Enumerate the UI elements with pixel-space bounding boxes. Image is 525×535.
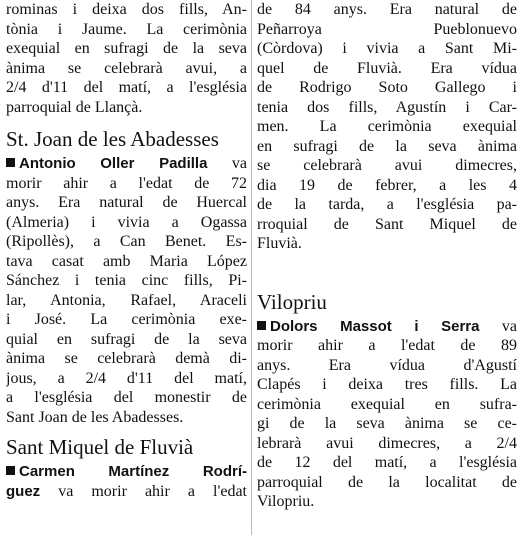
text-line: dia 19 de febrer, a les 4: [257, 176, 517, 194]
text-line: a l'església del monestir de: [6, 389, 247, 406]
text-line: anys. Era natural de Huercal: [6, 194, 247, 211]
text-line: Peñarroya Pueblonuevo: [257, 20, 517, 38]
text-line: Sant Joan de les Abadesses.: [6, 408, 184, 426]
bullet-square-icon: [6, 158, 15, 167]
text-line: tònia i Jaume. La cerimònia: [6, 20, 247, 38]
text-line: parroquial de Llançà.: [6, 98, 143, 116]
deceased-name: Dolors Massot i Serra: [270, 317, 480, 335]
column-divider: [251, 0, 252, 535]
text-line: (Ripollès), a Can Benet. Es-: [6, 233, 247, 250]
text-line: lar, Antonia, Rafael, Araceli: [6, 291, 247, 309]
bullet-square-icon: [6, 466, 15, 475]
text-line: jous, a 2/4 d'11 del matí,: [6, 369, 247, 387]
text-line: de Rodrigo Soto Gallego i: [257, 79, 517, 96]
obituary-first-line: [6, 154, 247, 174]
bullet-square-icon: [257, 321, 266, 330]
section-heading-vilopriu: Vilopriu: [257, 289, 327, 314]
text-line: (Còrdova) i vivia a Sant Mi-: [257, 40, 517, 57]
obituary-first-line: [257, 317, 517, 337]
text-line: en sufragi de la seva ànima: [257, 137, 517, 155]
section-heading-sant-miquel: Sant Miquel de Fluvià: [6, 435, 194, 459]
text-fragment: va: [501, 317, 517, 335]
section-heading-st-joan: St. Joan de les Abadesses: [6, 127, 219, 151]
text-line: 2/4 d'11 del matí, a l'església: [6, 79, 247, 96]
text-line: cerimònia exequial en sufra-: [257, 395, 517, 413]
obituary-second-line: [6, 482, 247, 502]
text-fragment: va: [231, 155, 247, 172]
text-line: gi de la seva ànima se ce-: [257, 415, 517, 432]
text-line: quel de Fluvià. Era vídua: [257, 59, 517, 77]
text-line: (Almeria) i vivia a Ogassa: [6, 213, 247, 231]
right-column: [257, 0, 517, 512]
text-line: rroquial de Sant Miquel de: [257, 215, 517, 233]
deceased-name-part: Carmen Martínez Rodrí-: [19, 463, 247, 480]
deceased-name-part: guez: [6, 482, 41, 500]
text-line: morir ahir a l'edat de 72: [6, 174, 247, 192]
text-line: Vilopriu.: [257, 493, 315, 510]
text-line: Sánchez i tenia cinc fills, Pi-: [6, 272, 247, 289]
obituary-first-line: [6, 462, 247, 482]
text-line: se celebrarà avui dimecres,: [257, 157, 517, 174]
text-line: i José. La cerimònia exe-: [6, 311, 247, 328]
text-fragment: va morir ahir a l'edat: [58, 482, 247, 500]
text-line: quial en sufragi de la seva: [6, 330, 247, 348]
text-line: tava casat amb Maria López: [6, 252, 247, 270]
text-line: de 12 del matí, a l'església: [257, 454, 517, 471]
text-line: rominas i deixa dos fills, An-: [6, 1, 247, 18]
left-column: [6, 0, 247, 501]
text-line: Clapés i deixa tres fills. La: [257, 376, 517, 393]
text-line: de 84 anys. Era natural de: [257, 1, 517, 18]
text-line: ànima se celebrarà demà di-: [6, 350, 247, 367]
text-line: men. La cerimònia exequial: [257, 118, 517, 135]
text-line: parroquial de la localitat de: [257, 473, 517, 491]
text-line: lebrarà avui dimecres, a 2/4: [257, 434, 517, 452]
text-line: de la tarda, a l'església pa-: [257, 196, 517, 213]
text-line: Fluvià.: [257, 235, 302, 252]
text-line: morir ahir a l'edat de 89: [257, 337, 517, 354]
text-line: anys. Era vídua d'Agustí: [257, 356, 517, 374]
deceased-name: Antonio Oller Padilla: [19, 155, 208, 172]
text-line: exequial en sufragi de la seva: [6, 40, 247, 57]
text-line: ànima se celebrarà avui, a: [6, 59, 247, 77]
text-line: tenia dos fills, Agustín i Car-: [257, 98, 517, 116]
